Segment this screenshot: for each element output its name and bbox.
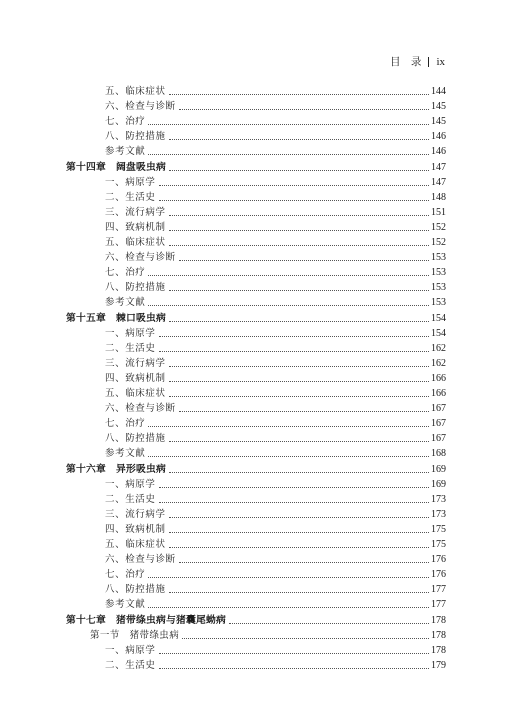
- toc-entry: [105, 644, 446, 658]
- toc-entry-title: 八、防控措施: [105, 282, 166, 294]
- toc-entry-title: 二、生活史: [105, 659, 156, 671]
- toc-entry-title: 七、治疗: [105, 418, 146, 430]
- toc-entry: [105, 266, 446, 280]
- toc-entry: [105, 553, 446, 567]
- dot-leader: [148, 426, 429, 427]
- toc-entry-title: 八、防控措施: [105, 433, 166, 445]
- dot-leader: [169, 472, 429, 473]
- toc-entry-title: 三、流行病学: [105, 357, 166, 369]
- dot-leader: [159, 200, 429, 201]
- dot-leader: [159, 336, 429, 337]
- toc-entry-page: 145: [431, 101, 446, 113]
- toc-entry-page: 152: [431, 221, 446, 233]
- toc-section-entry: [90, 629, 446, 643]
- dot-leader: [169, 381, 429, 382]
- toc-entry-page: 162: [431, 342, 446, 354]
- toc-entry-page: 176: [431, 554, 446, 566]
- toc-entry-title: 五、临床症状: [105, 237, 166, 248]
- toc-entry-page: 167: [431, 418, 446, 430]
- toc-entry-page: 178: [431, 614, 446, 626]
- dot-leader: [148, 154, 429, 155]
- toc-entry-page: 146: [431, 131, 446, 143]
- toc-entry: [105, 387, 446, 401]
- toc-entry: [105, 493, 446, 507]
- toc-entry-title: 参考文献: [105, 297, 146, 309]
- dot-leader: [169, 94, 429, 95]
- toc-entry: [105, 598, 446, 612]
- toc-entry: [105, 402, 446, 416]
- toc-entry-page: 151: [431, 206, 446, 218]
- dot-leader: [148, 456, 429, 457]
- toc-entry: [105, 130, 446, 144]
- toc-entry: [105, 478, 446, 492]
- header-page-number: ix: [436, 55, 445, 68]
- toc-entry: [105, 447, 446, 461]
- toc-entry-page: 153: [431, 252, 446, 264]
- toc-entry-page: 152: [431, 237, 446, 248]
- dot-leader: [179, 562, 429, 563]
- dot-leader: [169, 517, 429, 518]
- toc-entry-page: 175: [431, 539, 446, 550]
- toc-entry: [105, 432, 446, 446]
- toc-chapter-entry: [66, 463, 446, 477]
- toc-entry: [105, 100, 446, 114]
- toc-entry-page: 177: [431, 599, 446, 611]
- toc-entry: [105, 372, 446, 386]
- toc-entry: [105, 145, 446, 159]
- dot-leader: [148, 577, 429, 578]
- toc-entry-page: 147: [431, 161, 446, 173]
- toc-entry-page: 169: [431, 463, 446, 475]
- header-section-title: 目 录: [389, 56, 422, 68]
- toc-entry-title: 第十六章 异形吸虫病: [66, 463, 166, 475]
- toc-entry: [105, 85, 446, 99]
- toc-entry-page: 154: [431, 327, 446, 339]
- dot-leader: [159, 502, 429, 503]
- toc-entry-title: 参考文献: [105, 599, 146, 611]
- toc-entry-title: 八、防控措施: [105, 131, 166, 143]
- dot-leader: [159, 351, 429, 352]
- toc-entry-page: 168: [431, 448, 446, 460]
- toc-entry: [105, 115, 446, 129]
- toc-entry-title: 四、致病机制: [105, 372, 166, 384]
- toc-entry-page: 146: [431, 146, 446, 158]
- toc-entry-page: 166: [431, 388, 446, 399]
- dot-leader: [169, 245, 429, 246]
- dot-leader: [169, 547, 429, 548]
- toc-entry-page: 167: [431, 403, 446, 415]
- toc-entry-page: 173: [431, 508, 446, 520]
- toc-entry: [105, 176, 446, 190]
- toc-entry-page: 147: [431, 176, 446, 188]
- toc-entry-title: 三、流行病学: [105, 206, 166, 218]
- toc-entry-title: 一、病原学: [105, 327, 156, 339]
- toc-entry-title: 八、防控措施: [105, 584, 166, 596]
- toc-entry-page: 178: [431, 629, 446, 641]
- toc-entry-page: 176: [431, 569, 446, 581]
- toc-entry: [105, 538, 446, 552]
- toc-entry-title: 七、治疗: [105, 267, 146, 279]
- toc-entry-title: 五、临床症状: [105, 539, 166, 550]
- toc-entry-title: 六、检查与诊断: [105, 554, 176, 566]
- toc-chapter-entry: [66, 161, 446, 175]
- toc-entry-title: 第十四章 阔盘吸虫病: [66, 161, 166, 173]
- dot-leader: [179, 260, 429, 261]
- toc-entry-page: 162: [431, 357, 446, 369]
- toc-entry: [105, 342, 446, 356]
- toc-entry-title: 七、治疗: [105, 569, 146, 581]
- dot-leader: [148, 305, 429, 306]
- dot-leader: [169, 170, 429, 171]
- toc-entry-page: 153: [431, 282, 446, 294]
- dot-leader: [179, 411, 429, 412]
- toc-entry: [105, 327, 446, 341]
- toc-entry-page: 167: [431, 433, 446, 445]
- toc-entry-title: 二、生活史: [105, 342, 156, 354]
- toc-entry-title: 七、治疗: [105, 116, 146, 128]
- toc-entry: [105, 357, 446, 371]
- toc-entry: [105, 417, 446, 431]
- toc-entry-title: 一、病原学: [105, 644, 156, 656]
- toc-chapter-entry: [66, 614, 446, 628]
- dot-leader: [169, 366, 429, 367]
- toc-entry-title: 第一节 猪带绦虫病: [90, 629, 180, 641]
- toc-entry-page: 153: [431, 297, 446, 309]
- dot-leader: [169, 532, 429, 533]
- toc-entry-title: 一、病原学: [105, 176, 156, 188]
- dot-leader: [169, 592, 429, 593]
- toc-entry-title: 参考文献: [105, 146, 146, 158]
- toc-entry: [105, 191, 446, 205]
- toc-entry-title: 一、病原学: [105, 478, 156, 490]
- toc-entry: [105, 659, 446, 673]
- dot-leader: [169, 230, 429, 231]
- toc-entry-page: 145: [431, 116, 446, 128]
- dot-leader: [179, 109, 429, 110]
- toc-entry-page: 148: [431, 191, 446, 203]
- toc-entry-title: 五、临床症状: [105, 388, 166, 399]
- toc-entry-page: 169: [431, 478, 446, 490]
- dot-leader: [159, 185, 429, 186]
- dot-leader: [169, 321, 429, 322]
- toc-entry-title: 四、致病机制: [105, 523, 166, 535]
- toc-entry-title: 六、检查与诊断: [105, 101, 176, 113]
- toc-entry: [105, 221, 446, 235]
- dot-leader: [159, 487, 429, 488]
- toc-entry: [105, 296, 446, 310]
- dot-leader: [169, 441, 429, 442]
- dot-leader: [169, 290, 429, 291]
- dot-leader: [182, 638, 429, 639]
- dot-leader: [169, 215, 429, 216]
- toc-entry-page: 179: [431, 659, 446, 671]
- running-header: [390, 54, 445, 69]
- toc-entry-title: 第十五章 棘口吸虫病: [66, 312, 166, 324]
- toc-entry-page: 177: [431, 584, 446, 596]
- toc-entry: [105, 523, 446, 537]
- toc-entry: [105, 251, 446, 265]
- toc-entry-page: 144: [431, 86, 446, 97]
- toc-entry-title: 第十七章 猪带绦虫病与猪囊尾蚴病: [66, 614, 226, 626]
- toc-entry-title: 五、临床症状: [105, 86, 166, 97]
- toc-entry: [105, 281, 446, 295]
- toc-entry-page: 175: [431, 523, 446, 535]
- toc-entry: [105, 206, 446, 220]
- toc-entry-page: 173: [431, 493, 446, 505]
- toc-entry-title: 六、检查与诊断: [105, 252, 176, 264]
- toc-entry-page: 153: [431, 267, 446, 279]
- toc-entry-title: 参考文献: [105, 448, 146, 460]
- toc-entry-title: 四、致病机制: [105, 221, 166, 233]
- dot-leader: [229, 623, 429, 624]
- toc-entry: [105, 568, 446, 582]
- dot-leader: [148, 124, 429, 125]
- header-divider: [428, 57, 429, 67]
- toc-entry-title: 六、检查与诊断: [105, 403, 176, 415]
- toc-entry: [105, 508, 446, 522]
- toc-entry: [105, 583, 446, 597]
- toc-chapter-entry: [66, 312, 446, 326]
- toc-entry: [105, 236, 446, 250]
- toc-entry-title: 二、生活史: [105, 191, 156, 203]
- dot-leader: [169, 139, 429, 140]
- toc-entry-page: 166: [431, 372, 446, 384]
- dot-leader: [148, 275, 429, 276]
- toc-entry-title: 二、生活史: [105, 493, 156, 505]
- toc-entry-title: 三、流行病学: [105, 508, 166, 520]
- toc-entry-page: 154: [431, 312, 446, 324]
- dot-leader: [159, 653, 429, 654]
- dot-leader: [169, 396, 429, 397]
- dot-leader: [159, 668, 429, 669]
- dot-leader: [148, 607, 429, 608]
- toc-entry-page: 178: [431, 644, 446, 656]
